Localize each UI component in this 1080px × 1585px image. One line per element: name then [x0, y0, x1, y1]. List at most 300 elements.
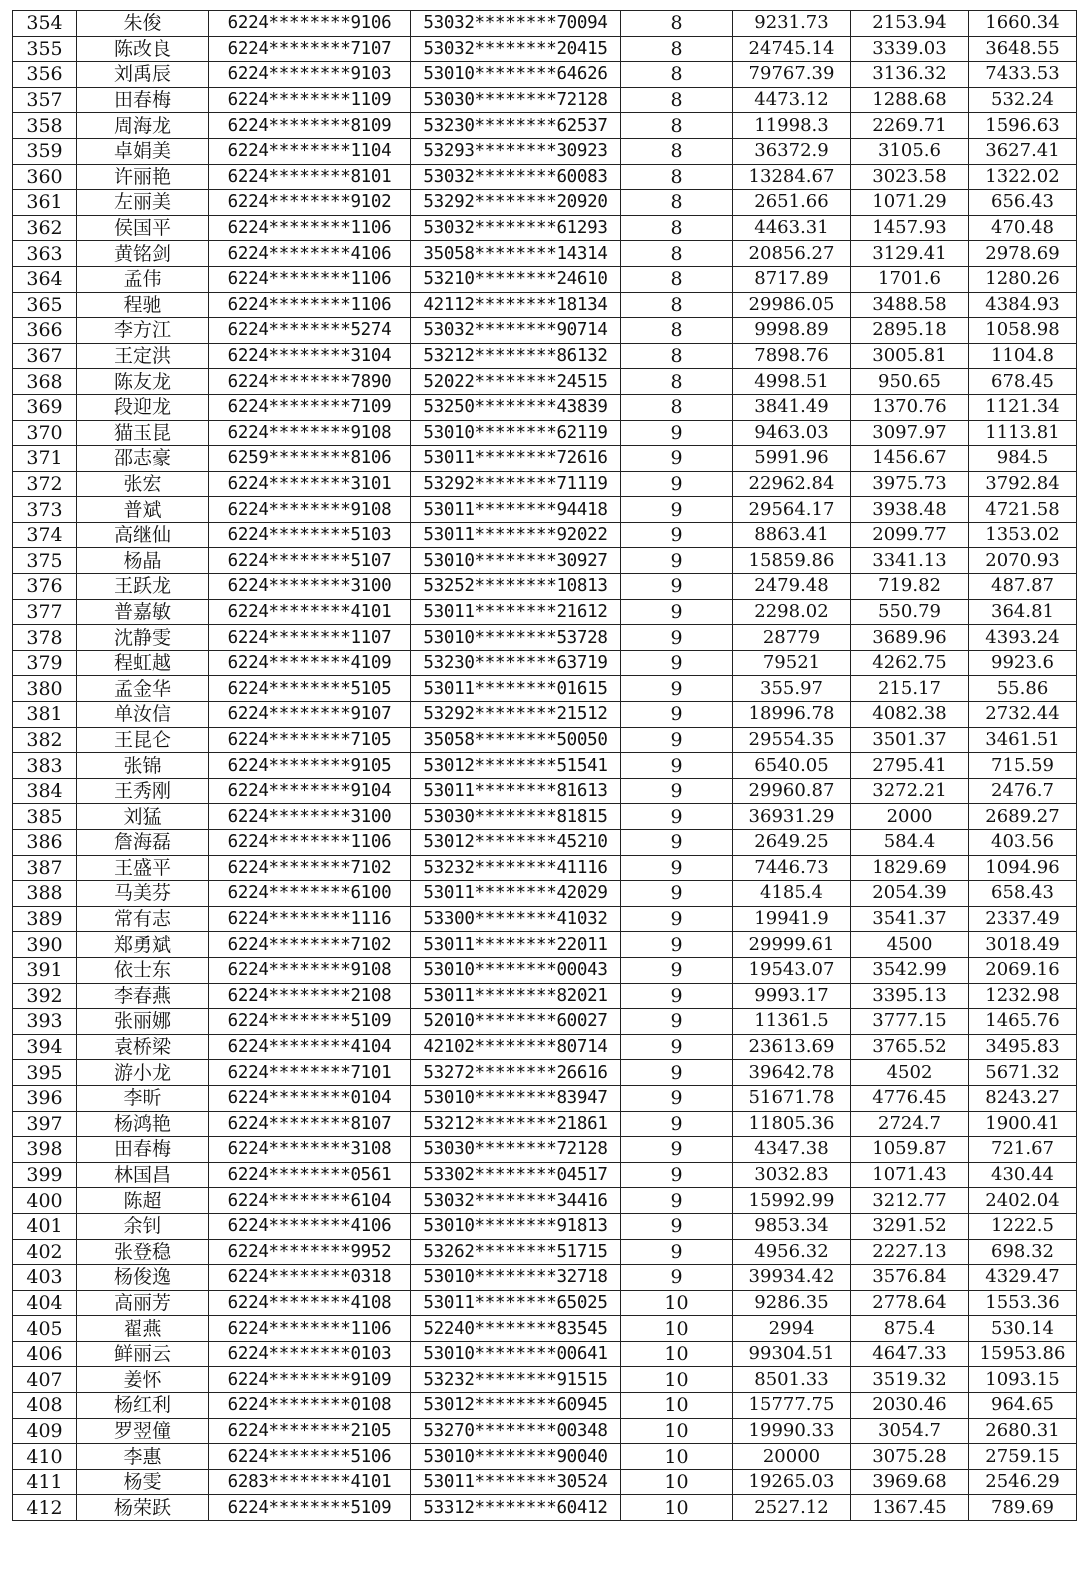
- table-row: [13, 62, 1077, 88]
- name-cell: 邵志豪: [77, 446, 209, 472]
- bank-card-cell: 6224********6104: [209, 1188, 411, 1214]
- name-cell: 王跃龙: [77, 574, 209, 600]
- amount-1-cell: 29986.05: [733, 292, 851, 318]
- amount-2-cell: 2227.13: [851, 1239, 969, 1265]
- bank-card-cell: 6224********9952: [209, 1239, 411, 1265]
- amount-3-cell: 984.5: [969, 446, 1077, 472]
- name-cell: 周海龙: [77, 113, 209, 139]
- amount-1-cell: 29564.17: [733, 497, 851, 523]
- group-cell: 8: [621, 343, 733, 369]
- amount-1-cell: 9998.89: [733, 318, 851, 344]
- table-row: [13, 1111, 1077, 1137]
- id-card-cell: 53032********61293: [411, 215, 621, 241]
- amount-3-cell: 1121.34: [969, 394, 1077, 420]
- group-cell: 9: [621, 676, 733, 702]
- amount-1-cell: 2994: [733, 1316, 851, 1342]
- amount-3-cell: 3648.55: [969, 36, 1077, 62]
- name-cell: 杨俊逸: [77, 1265, 209, 1291]
- group-cell: 10: [621, 1290, 733, 1316]
- group-cell: 10: [621, 1418, 733, 1444]
- seq-cell: 374: [13, 522, 77, 548]
- table-row: [13, 702, 1077, 728]
- bank-card-cell: 6224********9103: [209, 62, 411, 88]
- amount-3-cell: 4721.58: [969, 497, 1077, 523]
- name-cell: 王秀刚: [77, 778, 209, 804]
- group-cell: 9: [621, 497, 733, 523]
- id-card-cell: 53011********82021: [411, 983, 621, 1009]
- amount-2-cell: 215.17: [851, 676, 969, 702]
- amount-1-cell: 8501.33: [733, 1367, 851, 1393]
- name-cell: 李惠: [77, 1444, 209, 1470]
- amount-2-cell: 1059.87: [851, 1137, 969, 1163]
- name-cell: 高丽芳: [77, 1290, 209, 1316]
- amount-1-cell: 39642.78: [733, 1060, 851, 1086]
- bank-card-cell: 6224********2108: [209, 983, 411, 1009]
- group-cell: 8: [621, 241, 733, 267]
- bank-card-cell: 6224********0108: [209, 1393, 411, 1419]
- seq-cell: 384: [13, 778, 77, 804]
- id-card-cell: 52240********83545: [411, 1316, 621, 1342]
- amount-3-cell: 530.14: [969, 1316, 1077, 1342]
- table-row: [13, 343, 1077, 369]
- amount-3-cell: 2070.93: [969, 548, 1077, 574]
- amount-3-cell: 1058.98: [969, 318, 1077, 344]
- seq-cell: 396: [13, 1085, 77, 1111]
- seq-cell: 389: [13, 906, 77, 932]
- name-cell: 田春梅: [77, 87, 209, 113]
- amount-3-cell: 1104.8: [969, 343, 1077, 369]
- amount-1-cell: 23613.69: [733, 1034, 851, 1060]
- group-cell: 9: [621, 625, 733, 651]
- name-cell: 鲜丽云: [77, 1341, 209, 1367]
- amount-3-cell: 364.81: [969, 599, 1077, 625]
- table-row: [13, 650, 1077, 676]
- amount-2-cell: 4500: [851, 932, 969, 958]
- bank-card-cell: 6224********3108: [209, 1137, 411, 1163]
- amount-3-cell: 1596.63: [969, 113, 1077, 139]
- seq-cell: 399: [13, 1162, 77, 1188]
- group-cell: 8: [621, 190, 733, 216]
- group-cell: 9: [621, 1188, 733, 1214]
- group-cell: 9: [621, 1239, 733, 1265]
- seq-cell: 411: [13, 1469, 77, 1495]
- name-cell: 杨荣跃: [77, 1495, 209, 1521]
- bank-card-cell: 6224********8107: [209, 1111, 411, 1137]
- amount-3-cell: 658.43: [969, 881, 1077, 907]
- seq-cell: 370: [13, 420, 77, 446]
- amount-3-cell: 2759.15: [969, 1444, 1077, 1470]
- group-cell: 9: [621, 778, 733, 804]
- group-cell: 9: [621, 599, 733, 625]
- group-cell: 8: [621, 394, 733, 420]
- amount-3-cell: 55.86: [969, 676, 1077, 702]
- group-cell: 10: [621, 1444, 733, 1470]
- bank-card-cell: 6224********9108: [209, 957, 411, 983]
- bank-card-cell: 6224********5103: [209, 522, 411, 548]
- amount-2-cell: 3777.15: [851, 1009, 969, 1035]
- table-row: [13, 11, 1077, 37]
- amount-2-cell: 3519.32: [851, 1367, 969, 1393]
- amount-1-cell: 4473.12: [733, 87, 851, 113]
- amount-3-cell: 487.87: [969, 574, 1077, 600]
- id-card-cell: 53011********42029: [411, 881, 621, 907]
- amount-1-cell: 11805.36: [733, 1111, 851, 1137]
- amount-1-cell: 2527.12: [733, 1495, 851, 1521]
- name-cell: 张登稳: [77, 1239, 209, 1265]
- seq-cell: 406: [13, 1341, 77, 1367]
- table-row: [13, 778, 1077, 804]
- amount-1-cell: 4998.51: [733, 369, 851, 395]
- seq-cell: 367: [13, 343, 77, 369]
- name-cell: 孟金华: [77, 676, 209, 702]
- group-cell: 9: [621, 906, 733, 932]
- amount-2-cell: 2099.77: [851, 522, 969, 548]
- table-row: [13, 906, 1077, 932]
- amount-3-cell: 1094.96: [969, 855, 1077, 881]
- amount-2-cell: 2795.41: [851, 753, 969, 779]
- bank-card-cell: 6224********7102: [209, 932, 411, 958]
- bank-card-cell: 6224********1116: [209, 906, 411, 932]
- amount-1-cell: 9993.17: [733, 983, 851, 1009]
- amount-2-cell: 3136.32: [851, 62, 969, 88]
- name-cell: 许丽艳: [77, 164, 209, 190]
- table-row: [13, 1495, 1077, 1521]
- name-cell: 陈友龙: [77, 369, 209, 395]
- table-row: [13, 138, 1077, 164]
- group-cell: 9: [621, 957, 733, 983]
- amount-2-cell: 1457.93: [851, 215, 969, 241]
- amount-3-cell: 2978.69: [969, 241, 1077, 267]
- group-cell: 10: [621, 1495, 733, 1521]
- seq-cell: 401: [13, 1213, 77, 1239]
- seq-cell: 364: [13, 266, 77, 292]
- bank-card-cell: 6224********3100: [209, 804, 411, 830]
- amount-3-cell: 1232.98: [969, 983, 1077, 1009]
- group-cell: 8: [621, 369, 733, 395]
- amount-2-cell: 950.65: [851, 369, 969, 395]
- id-card-cell: 53011********01615: [411, 676, 621, 702]
- amount-1-cell: 2298.02: [733, 599, 851, 625]
- id-card-cell: 53011********30524: [411, 1469, 621, 1495]
- name-cell: 杨晶: [77, 548, 209, 574]
- seq-cell: 408: [13, 1393, 77, 1419]
- seq-cell: 386: [13, 830, 77, 856]
- id-card-cell: 53032********60083: [411, 164, 621, 190]
- group-cell: 8: [621, 318, 733, 344]
- amount-3-cell: 1280.26: [969, 266, 1077, 292]
- table-row: [13, 804, 1077, 830]
- seq-cell: 395: [13, 1060, 77, 1086]
- table-row: [13, 1367, 1077, 1393]
- amount-3-cell: 1465.76: [969, 1009, 1077, 1035]
- seq-cell: 388: [13, 881, 77, 907]
- amount-1-cell: 11998.3: [733, 113, 851, 139]
- name-cell: 袁桥梁: [77, 1034, 209, 1060]
- id-card-cell: 53252********10813: [411, 574, 621, 600]
- id-card-cell: 53300********41032: [411, 906, 621, 932]
- seq-cell: 355: [13, 36, 77, 62]
- bank-card-cell: 6224********8109: [209, 113, 411, 139]
- name-cell: 刘禹辰: [77, 62, 209, 88]
- table-row: [13, 1316, 1077, 1342]
- bank-card-cell: 6224********9107: [209, 702, 411, 728]
- amount-1-cell: 19543.07: [733, 957, 851, 983]
- bank-card-cell: 6224********4109: [209, 650, 411, 676]
- amount-1-cell: 4956.32: [733, 1239, 851, 1265]
- bank-card-cell: 6224********6100: [209, 881, 411, 907]
- amount-2-cell: 2895.18: [851, 318, 969, 344]
- amount-2-cell: 3212.77: [851, 1188, 969, 1214]
- id-card-cell: 53011********92022: [411, 522, 621, 548]
- amount-1-cell: 3841.49: [733, 394, 851, 420]
- amount-2-cell: 3129.41: [851, 241, 969, 267]
- amount-2-cell: 3005.81: [851, 343, 969, 369]
- id-card-cell: 53011********22011: [411, 932, 621, 958]
- name-cell: 朱俊: [77, 11, 209, 37]
- table-row: [13, 1034, 1077, 1060]
- table-row: [13, 1393, 1077, 1419]
- amount-2-cell: 2000: [851, 804, 969, 830]
- seq-cell: 376: [13, 574, 77, 600]
- table-row: [13, 548, 1077, 574]
- seq-cell: 385: [13, 804, 77, 830]
- id-card-cell: 53210********24610: [411, 266, 621, 292]
- group-cell: 9: [621, 574, 733, 600]
- group-cell: 9: [621, 1085, 733, 1111]
- table-row: [13, 1418, 1077, 1444]
- amount-1-cell: 15777.75: [733, 1393, 851, 1419]
- id-card-cell: 53011********72616: [411, 446, 621, 472]
- bank-card-cell: 6224********9108: [209, 497, 411, 523]
- group-cell: 9: [621, 932, 733, 958]
- amount-2-cell: 1370.76: [851, 394, 969, 420]
- table-row: [13, 241, 1077, 267]
- amount-2-cell: 3689.96: [851, 625, 969, 651]
- table-row: [13, 1239, 1077, 1265]
- bank-card-cell: 6224********1106: [209, 266, 411, 292]
- bank-card-cell: 6224********8101: [209, 164, 411, 190]
- seq-cell: 391: [13, 957, 77, 983]
- table-row: [13, 599, 1077, 625]
- name-cell: 郑勇斌: [77, 932, 209, 958]
- bank-card-cell: 6224********5274: [209, 318, 411, 344]
- amount-1-cell: 3032.83: [733, 1162, 851, 1188]
- bank-card-cell: 6224********7109: [209, 394, 411, 420]
- id-card-cell: 53292********20920: [411, 190, 621, 216]
- name-cell: 孟伟: [77, 266, 209, 292]
- id-card-cell: 53032********34416: [411, 1188, 621, 1214]
- id-card-cell: 53012********45210: [411, 830, 621, 856]
- table-row: [13, 215, 1077, 241]
- name-cell: 王昆仑: [77, 727, 209, 753]
- seq-cell: 390: [13, 932, 77, 958]
- seq-cell: 410: [13, 1444, 77, 1470]
- bank-card-cell: 6224********0103: [209, 1341, 411, 1367]
- id-card-cell: 53011********94418: [411, 497, 621, 523]
- name-cell: 常有志: [77, 906, 209, 932]
- amount-3-cell: 430.44: [969, 1162, 1077, 1188]
- amount-2-cell: 2153.94: [851, 11, 969, 37]
- seq-cell: 379: [13, 650, 77, 676]
- name-cell: 刘猛: [77, 804, 209, 830]
- table-row: [13, 855, 1077, 881]
- amount-3-cell: 5671.32: [969, 1060, 1077, 1086]
- name-cell: 陈改良: [77, 36, 209, 62]
- id-card-cell: 52022********24515: [411, 369, 621, 395]
- name-cell: 陈超: [77, 1188, 209, 1214]
- group-cell: 10: [621, 1393, 733, 1419]
- seq-cell: 354: [13, 11, 77, 37]
- id-card-cell: 53292********21512: [411, 702, 621, 728]
- seq-cell: 363: [13, 241, 77, 267]
- bank-card-cell: 6224********3100: [209, 574, 411, 600]
- table-row: [13, 625, 1077, 651]
- name-cell: 余钊: [77, 1213, 209, 1239]
- amount-3-cell: 8243.27: [969, 1085, 1077, 1111]
- name-cell: 杨鸿艳: [77, 1111, 209, 1137]
- amount-3-cell: 403.56: [969, 830, 1077, 856]
- amount-2-cell: 1071.43: [851, 1162, 969, 1188]
- id-card-cell: 53212********86132: [411, 343, 621, 369]
- id-card-cell: 53010********00043: [411, 957, 621, 983]
- table-row: [13, 1060, 1077, 1086]
- amount-1-cell: 355.97: [733, 676, 851, 702]
- id-card-cell: 53032********20415: [411, 36, 621, 62]
- amount-1-cell: 2479.48: [733, 574, 851, 600]
- group-cell: 9: [621, 1111, 733, 1137]
- table-row: [13, 1341, 1077, 1367]
- group-cell: 9: [621, 1137, 733, 1163]
- seq-cell: 362: [13, 215, 77, 241]
- id-card-cell: 53230********63719: [411, 650, 621, 676]
- table-row: [13, 1188, 1077, 1214]
- table-row: [13, 394, 1077, 420]
- group-cell: 10: [621, 1367, 733, 1393]
- table-row: [13, 36, 1077, 62]
- bank-card-cell: 6224********9109: [209, 1367, 411, 1393]
- bank-card-cell: 6224********9108: [209, 420, 411, 446]
- amount-2-cell: 3291.52: [851, 1213, 969, 1239]
- amount-1-cell: 8863.41: [733, 522, 851, 548]
- amount-1-cell: 13284.67: [733, 164, 851, 190]
- name-cell: 依士东: [77, 957, 209, 983]
- group-cell: 8: [621, 87, 733, 113]
- amount-3-cell: 1113.81: [969, 420, 1077, 446]
- id-card-cell: 53011********81613: [411, 778, 621, 804]
- amount-2-cell: 3765.52: [851, 1034, 969, 1060]
- table-row: [13, 881, 1077, 907]
- amount-1-cell: 9231.73: [733, 11, 851, 37]
- bank-card-cell: 6224********0561: [209, 1162, 411, 1188]
- name-cell: 田春梅: [77, 1137, 209, 1163]
- amount-3-cell: 9923.6: [969, 650, 1077, 676]
- data-table: [12, 10, 1077, 1521]
- name-cell: 杨雯: [77, 1469, 209, 1495]
- seq-cell: 397: [13, 1111, 77, 1137]
- group-cell: 9: [621, 753, 733, 779]
- amount-2-cell: 3501.37: [851, 727, 969, 753]
- bank-card-cell: 6224********1104: [209, 138, 411, 164]
- amount-1-cell: 19941.9: [733, 906, 851, 932]
- id-card-cell: 53232********41116: [411, 855, 621, 881]
- seq-cell: 400: [13, 1188, 77, 1214]
- amount-1-cell: 5991.96: [733, 446, 851, 472]
- amount-3-cell: 7433.53: [969, 62, 1077, 88]
- table-row: [13, 369, 1077, 395]
- group-cell: 8: [621, 292, 733, 318]
- seq-cell: 357: [13, 87, 77, 113]
- table-row: [13, 983, 1077, 1009]
- seq-cell: 361: [13, 190, 77, 216]
- amount-3-cell: 3461.51: [969, 727, 1077, 753]
- table-row: [13, 446, 1077, 472]
- name-cell: 卓娟美: [77, 138, 209, 164]
- amount-1-cell: 7898.76: [733, 343, 851, 369]
- amount-1-cell: 2649.25: [733, 830, 851, 856]
- amount-3-cell: 15953.86: [969, 1341, 1077, 1367]
- id-card-cell: 35058********14314: [411, 241, 621, 267]
- amount-1-cell: 99304.51: [733, 1341, 851, 1367]
- id-card-cell: 53272********26616: [411, 1060, 621, 1086]
- amount-1-cell: 29999.61: [733, 932, 851, 958]
- name-cell: 黄铭剑: [77, 241, 209, 267]
- bank-card-cell: 6224********9104: [209, 778, 411, 804]
- amount-3-cell: 656.43: [969, 190, 1077, 216]
- amount-1-cell: 19265.03: [733, 1469, 851, 1495]
- group-cell: 9: [621, 830, 733, 856]
- table-row: [13, 1085, 1077, 1111]
- id-card-cell: 35058********50050: [411, 727, 621, 753]
- amount-1-cell: 29960.87: [733, 778, 851, 804]
- amount-1-cell: 29554.35: [733, 727, 851, 753]
- amount-2-cell: 4262.75: [851, 650, 969, 676]
- seq-cell: 404: [13, 1290, 77, 1316]
- amount-1-cell: 4463.31: [733, 215, 851, 241]
- amount-2-cell: 4502: [851, 1060, 969, 1086]
- amount-2-cell: 3105.6: [851, 138, 969, 164]
- amount-2-cell: 3339.03: [851, 36, 969, 62]
- amount-2-cell: 1701.6: [851, 266, 969, 292]
- bank-card-cell: 6224********4101: [209, 599, 411, 625]
- name-cell: 李春燕: [77, 983, 209, 1009]
- group-cell: 9: [621, 1009, 733, 1035]
- bank-card-cell: 6224********1106: [209, 292, 411, 318]
- seq-cell: 358: [13, 113, 77, 139]
- table-row: [13, 753, 1077, 779]
- id-card-cell: 53032********90714: [411, 318, 621, 344]
- bank-card-cell: 6224********9106: [209, 11, 411, 37]
- name-cell: 侯国平: [77, 215, 209, 241]
- id-card-cell: 53011********21612: [411, 599, 621, 625]
- seq-cell: 372: [13, 471, 77, 497]
- table-row: [13, 957, 1077, 983]
- group-cell: 9: [621, 522, 733, 548]
- id-card-cell: 53293********30923: [411, 138, 621, 164]
- amount-2-cell: 550.79: [851, 599, 969, 625]
- amount-1-cell: 19990.33: [733, 1418, 851, 1444]
- table-row: [13, 266, 1077, 292]
- name-cell: 林国昌: [77, 1162, 209, 1188]
- amount-2-cell: 3272.21: [851, 778, 969, 804]
- seq-cell: 375: [13, 548, 77, 574]
- amount-1-cell: 22962.84: [733, 471, 851, 497]
- amount-2-cell: 719.82: [851, 574, 969, 600]
- group-cell: 9: [621, 702, 733, 728]
- name-cell: 左丽美: [77, 190, 209, 216]
- name-cell: 张宏: [77, 471, 209, 497]
- seq-cell: 407: [13, 1367, 77, 1393]
- amount-2-cell: 3054.7: [851, 1418, 969, 1444]
